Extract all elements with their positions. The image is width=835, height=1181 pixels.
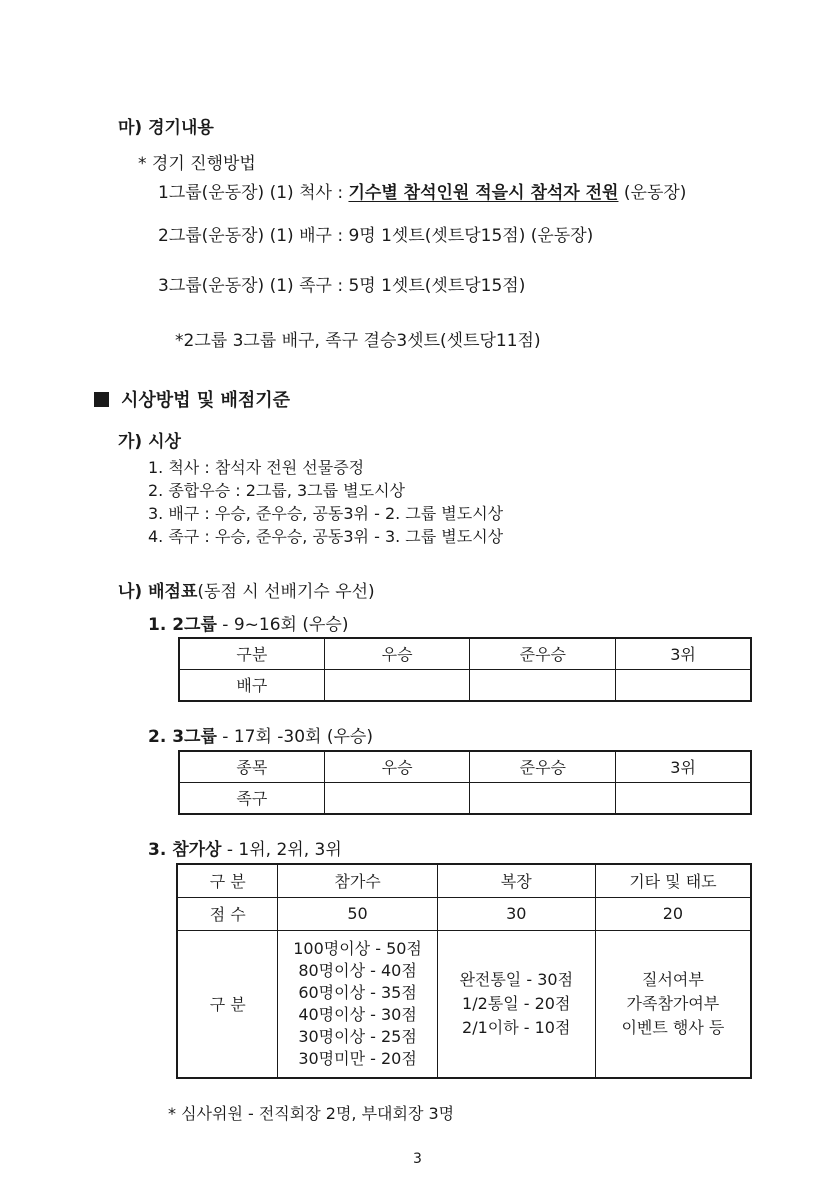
table-cell [616,782,751,814]
section-heading-ma: 마) 경기내용 [118,118,214,138]
table3-title [148,835,342,860]
detail-row-label: 구 분 [177,930,278,1078]
criteria-line: 30명미만 - 20점 [298,1048,417,1068]
group1-emphasis: 기수별 참석인원 적을시 참석자 전원 [348,183,619,203]
group2-score-table [178,637,752,702]
etc-criteria [595,930,751,1078]
table-header: 구분 [179,638,324,669]
row-label: 족구 [179,782,324,814]
row-label: 배구 [179,669,324,701]
table-header: 기타 및 태도 [595,864,751,897]
group3-score-table [178,750,752,815]
criteria-line: 80명이상 - 40점 [298,960,417,980]
criteria-line: 질서여부 [642,969,704,989]
table-header: 우승 [324,638,470,669]
table-header: 복장 [437,864,595,897]
group1-prefix: 1그룹(운동장) (1) 척사 : [158,183,349,203]
final-set-note: *2그룹 3그룹 배구, 족구 결승3셋트(셋트당11점) [175,331,541,351]
scoring-heading: 나) 배점표 [118,582,198,602]
table-header: 종목 [179,751,324,782]
table-header: 준우승 [470,638,616,669]
table3-title-rest: - 1위, 2위, 3위 [221,840,342,860]
table-cell [470,669,616,701]
award-section-heading [94,386,290,412]
table-header: 우승 [324,751,470,782]
section-heading-ga: 가) 시상 [118,432,181,452]
table-cell [324,669,470,701]
table-cell [616,669,751,701]
table1-title-rest: - 9~16회 (우승) [216,615,349,635]
table2-title-rest: - 17회 -30회 (우승) [216,727,373,747]
table-header: 3위 [616,751,751,782]
table-header: 구 분 [177,864,278,897]
score-dress: 30 [437,897,595,930]
criteria-line: 60명이상 - 35점 [298,982,417,1002]
criteria-line: 가족참가여부 [626,993,720,1013]
criteria-line: 이벤트 행사 등 [621,1017,725,1037]
table1-title [148,610,348,635]
criteria-line: 2/1이하 - 10점 [462,1017,571,1037]
scoring-heading-note: (동점 시 선배기수 우선) [197,582,375,602]
table-header: 준우승 [470,751,616,782]
table-cell [470,782,616,814]
award-item: 1. 척사 : 참석자 전원 선물증정 [148,458,365,477]
judges-note: * 심사위원 - 전직회장 2명, 부대회장 3명 [168,1104,455,1123]
score-etc: 20 [595,897,751,930]
award-item: 2. 종합우승 : 2그룹, 3그룹 별도시상 [148,481,406,500]
criteria-line: 100명이상 - 50점 [293,938,422,958]
score-attendance: 50 [278,897,437,930]
square-bullet-icon [94,392,109,407]
group1-line [158,178,686,203]
table-header: 3위 [616,638,751,669]
award-item: 4. 족구 : 우승, 준우승, 공동3위 - 3. 그룹 별도시상 [148,527,504,546]
table3-title-bold: 3. 참가상 [148,840,222,860]
award-section-title: 시상방법 및 배점기준 [121,390,291,411]
table2-title [148,722,373,747]
criteria-line: 1/2통일 - 20점 [462,993,571,1013]
criteria-line: 30명이상 - 25점 [298,1026,417,1046]
criteria-line: 40명이상 - 30점 [298,1004,417,1024]
group1-suffix: (운동장) [618,183,687,203]
participation-award-table [176,863,752,1079]
table-header: 참가수 [278,864,437,897]
table2-title-bold: 2. 3그룹 [148,727,217,747]
group2-line: 2그룹(운동장) (1) 배구 : 9명 1셋트(셋트당15점) (운동장) [158,226,594,246]
page-number: 3 [413,1151,422,1167]
table1-title-bold: 1. 2그룹 [148,615,217,635]
dress-criteria [437,930,595,1078]
group3-line: 3그룹(운동장) (1) 족구 : 5명 1셋트(셋트당15점) [158,276,526,296]
score-row-label: 점 수 [177,897,278,930]
attendance-criteria [278,930,437,1078]
award-item: 3. 배구 : 우승, 준우승, 공동3위 - 2. 그룹 별도시상 [148,504,504,523]
criteria-line: 완전통일 - 30점 [459,969,574,989]
match-method-subheading: * 경기 진행방법 [138,154,256,174]
table-cell [324,782,470,814]
section-heading-na [118,577,375,602]
